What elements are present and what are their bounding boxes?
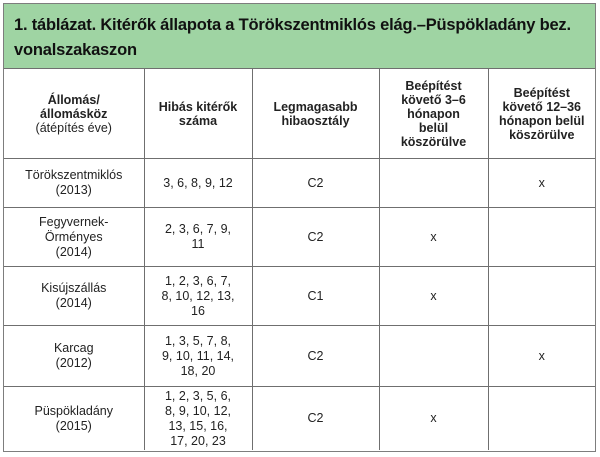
faulty-line: 11 — [191, 237, 205, 251]
header-g1236-line-2: követő 12–36 — [502, 99, 582, 114]
faulty-line: 16 — [191, 303, 205, 318]
station-name: Törökszentmiklós — [25, 168, 123, 182]
faulty-line: 17, 20, 23 — [170, 433, 226, 448]
table-figure — [3, 3, 596, 452]
station-year: (2014) — [55, 296, 92, 310]
cell-faulty — [144, 267, 252, 326]
cell-ground-12-36: x — [488, 326, 595, 387]
cell-ground-12-36 — [488, 208, 595, 267]
cell-station — [4, 208, 144, 267]
cell-ground-3-6 — [379, 326, 488, 387]
header-station-line-1: Állomás/ — [47, 92, 100, 107]
cell-station — [4, 387, 144, 451]
cell-station — [4, 267, 144, 326]
table-row — [4, 326, 595, 387]
cell-class: C2 — [252, 208, 379, 267]
header-g36-line-5: köszörülve — [400, 134, 467, 149]
header-faulty-line-1: Hibás kitérők — [158, 99, 238, 114]
header-station — [4, 69, 144, 159]
cell-faulty — [144, 208, 252, 267]
cell-class: C1 — [252, 267, 379, 326]
station-name-cont: Örményes — [44, 229, 103, 244]
station-name: Kisújszállás — [41, 281, 107, 295]
header-g36-line-4: belül — [418, 120, 449, 135]
cell-ground-12-36: x — [488, 159, 595, 208]
faulty-line: 1, 2, 3, 6, 7, — [164, 273, 231, 288]
faulty-line: 1, 3, 5, 7, 8, — [164, 333, 231, 348]
station-name: Fegyvernek- — [39, 214, 109, 229]
station-year: (2014) — [55, 244, 92, 259]
station-year: (2012) — [55, 356, 92, 370]
station-year: (2013) — [55, 183, 92, 197]
cell-ground-12-36 — [488, 387, 595, 451]
header-g1236-line-4: köszörülve — [509, 127, 575, 142]
header-g36-line-2: követő 3–6 — [401, 92, 466, 107]
switch-condition-table — [4, 69, 595, 450]
header-row — [4, 69, 595, 159]
cell-class: C2 — [252, 387, 379, 451]
header-g1236-line-1: Beépítést — [513, 85, 570, 100]
header-g36-line-3: hónapon — [407, 106, 460, 121]
station-name: Karcag — [53, 341, 94, 355]
header-faulty-line-2: száma — [178, 113, 218, 128]
station-name: Püspökladány — [34, 403, 114, 418]
header-faulty-count — [144, 69, 252, 159]
faulty-line: 9, 10, 11, 14, — [161, 348, 235, 363]
cell-ground-3-6 — [379, 159, 488, 208]
cell-ground-3-6: x — [379, 267, 488, 326]
table-title — [4, 4, 595, 69]
cell-faulty — [144, 159, 252, 208]
cell-ground-3-6: x — [379, 208, 488, 267]
cell-station — [4, 159, 144, 208]
cell-faulty — [144, 326, 252, 387]
cell-class: C2 — [252, 326, 379, 387]
faulty-line: 2, 3, 6, 7, 9, — [164, 222, 231, 236]
faulty-line: 3, 6, 8, 9, 12 — [163, 175, 233, 190]
header-g36-line-1: Beépítést — [405, 78, 462, 93]
table-row — [4, 159, 595, 208]
cell-ground-12-36 — [488, 267, 595, 326]
header-g1236-line-3: hónapon belül — [499, 113, 585, 128]
cell-ground-3-6: x — [379, 387, 488, 451]
table-row — [4, 387, 595, 451]
header-highest-class — [252, 69, 379, 159]
header-ground-12-36 — [488, 69, 595, 159]
station-year: (2015) — [55, 418, 92, 433]
cell-station — [4, 326, 144, 387]
table-title-line-1: 1. táblázat. Kitérők állapota a Törökszentmiklós elág.–Püspökladány bez. — [14, 16, 571, 34]
cell-class: C2 — [252, 159, 379, 208]
faulty-line: 1, 2, 3, 5, 6, — [164, 388, 231, 403]
faulty-line: 18, 20 — [180, 363, 216, 378]
faulty-line: 13, 15, 16, — [168, 418, 228, 433]
table-title-line-2: vonalszakaszon — [14, 41, 137, 59]
header-ground-3-6 — [379, 69, 488, 159]
header-class-line-2: hibaosztály — [281, 113, 350, 128]
header-station-line-2: állomásköz — [40, 106, 108, 121]
header-station-line-3: (átépítés éve) — [35, 120, 112, 135]
table-row — [4, 208, 595, 267]
cell-faulty — [144, 387, 252, 451]
header-class-line-1: Legmagasabb — [273, 99, 358, 114]
faulty-line: 8, 9, 10, 12, — [164, 403, 232, 418]
table-row — [4, 267, 595, 326]
faulty-line: 8, 10, 12, 13, — [161, 288, 235, 303]
